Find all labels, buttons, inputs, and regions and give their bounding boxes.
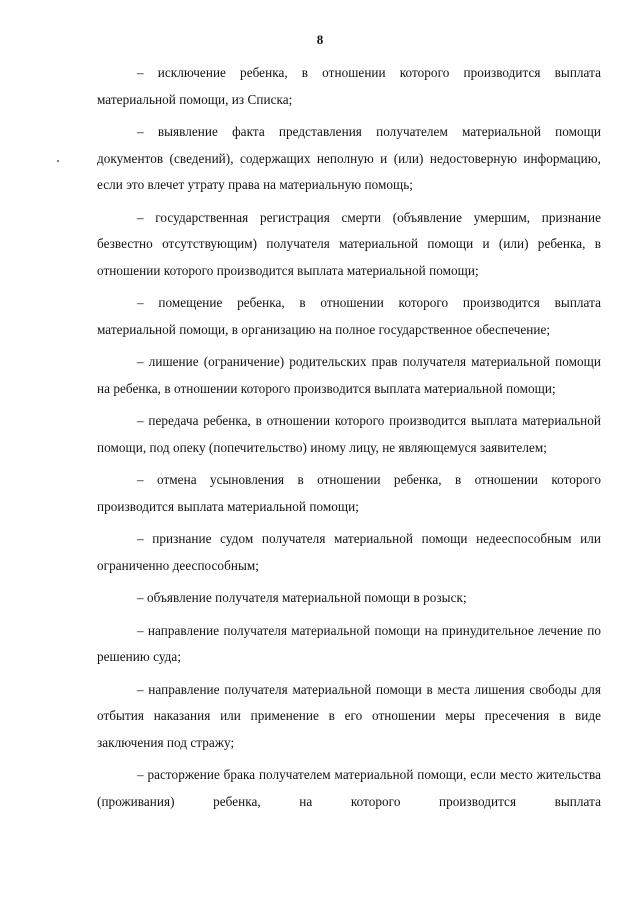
page-number: 8: [316, 32, 324, 47]
paragraph-wanted-declaration: – объявление получателя материальной помощи в розыск;: [137, 590, 467, 605]
paragraph-parental-rights-deprivation: – лишение (ограничение) родительских прав получателя материальной помощи на ребенка, в отношении которого производится выплата материальной помощи;: [97, 354, 601, 396]
paragraph-false-information: – выявление факта представления получателем материальной помощи документов (сведений), содержащих неполную и (или) недостоверную информацию, если это влечет утрату права на материальную помощь;: [97, 124, 601, 192]
paragraph-divorce: – расторжение брака получателем материальной помощи, если место жительства (проживания) ребенка, на которого производится выплата: [97, 767, 601, 809]
paragraph-incapacity-ruling: – признание судом получателя материальной помощи недееспособным или ограниченно дееспособным;: [97, 531, 601, 573]
document-body: [97, 60, 601, 815]
paragraph-state-care-placement: – помещение ребенка, в отношении которого производится выплата материальной помощи, в организацию на полное государственное обеспечение;: [97, 295, 601, 337]
paragraph-imprisonment: – направление получателя материальной помощи в места лишения свободы для отбытия наказания или применение в его отношении меры пресечения в виде заключения под стражу;: [97, 681, 601, 750]
paragraph-compulsory-treatment: – направление получателя материальной помощи на принудительное лечение по решению суда;: [97, 622, 601, 664]
paragraph-exclusion-from-list: – исключение ребенка, в отношении которого производится выплата материальной помощи, из Списка;: [97, 65, 601, 107]
paragraph-guardianship-transfer: – передача ребенка, в отношении которого производится выплата материальной помощи, под опеку (попечительство) иному лицу, не являющемуся заявителем;: [97, 413, 601, 455]
paragraph-adoption-cancellation: – отмена усыновления в отношении ребенка, в отношении которого производится выплата материальной помощи;: [97, 472, 601, 514]
scan-speck: [57, 160, 59, 162]
paragraph-death-registration: – государственная регистрация смерти (объявление умершим, признание безвестно отсутствующим) получателя материальной помощи и (или) ребенка, в отношении которого производится выплата материальной помощи;: [97, 209, 601, 278]
